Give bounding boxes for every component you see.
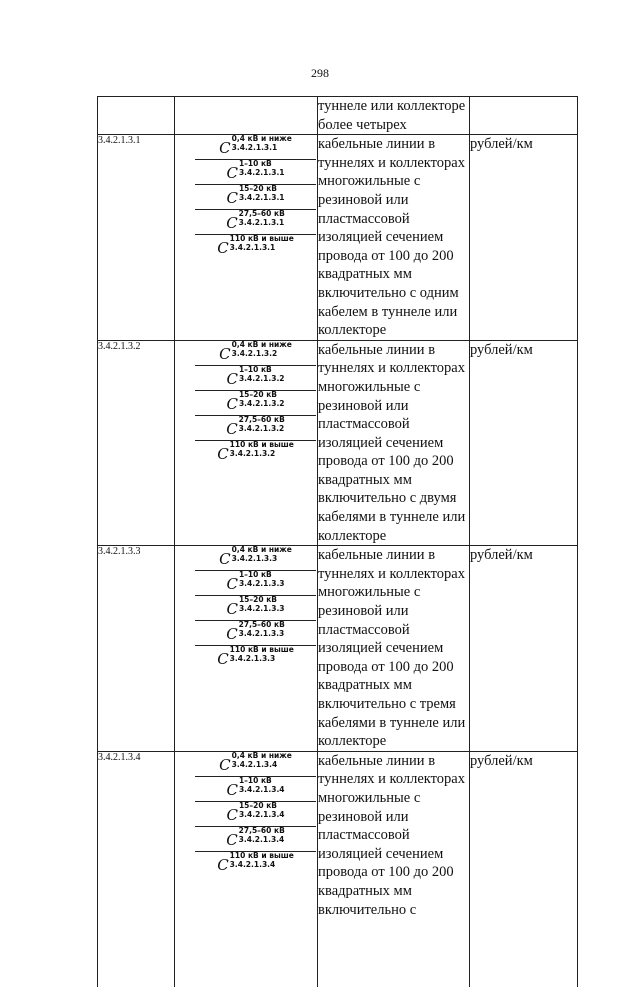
voltage-level: 27,5–60 кВ [238,620,285,630]
symbol-scripts [239,210,285,227]
symbol-index: 3.4.2.1.3.4 [238,834,285,844]
rate-symbol [195,341,316,366]
symbol-scripts [239,596,285,613]
symbol-index: 3.4.2.1.3.2 [238,373,285,383]
symbol-letter: C [226,780,238,799]
symbol-index: 3.4.2.1.3.1 [231,143,278,153]
symbol-list [195,341,316,466]
rate-symbol [195,777,316,802]
symbol-scripts [232,135,292,152]
symbol-cell [175,97,318,135]
unit-cell: рублей/км [470,546,578,752]
description-cell: кабельные линии в туннелях и коллекторах многожильные с резиновой или пластмассовой изоляцией сечением провода от 100 до 200 квадратных мм включительно с [318,751,470,987]
rate-symbol [195,416,316,441]
symbol-index: 3.4.2.1.3.1 [238,218,285,228]
symbol-list [195,546,316,671]
voltage-level: 27,5–60 кВ [238,209,285,219]
rate-symbol [195,752,316,777]
code-cell: 3.4.2.1.3.2 [98,340,175,546]
rate-symbol [195,852,316,877]
symbol-scripts [232,341,292,358]
unit-cell [470,97,578,135]
symbol-letter: C [217,239,229,258]
description-cell: кабельные линии в туннелях и коллекторах многожильные с резиновой или пластмассовой изоляцией сечением провода от 100 до 200 квадратных мм включительно с одним кабелем в туннеле или коллекторе [318,135,470,341]
voltage-level: 15–20 кВ [238,595,277,605]
voltage-level: 110 кВ и выше [229,439,294,449]
symbol-scripts [239,160,285,177]
rate-symbol [195,827,316,852]
unit-cell: рублей/км [470,135,578,341]
code-cell: 3.4.2.1.3.3 [98,546,175,752]
symbol-scripts [232,752,292,769]
symbol-index: 3.4.2.1.3.2 [238,398,285,408]
rate-symbol [195,546,316,571]
symbol-letter: C [226,164,238,183]
symbol-letter: C [219,344,231,363]
symbol-cell [175,546,318,752]
unit-cell: рублей/км [470,340,578,546]
voltage-level: 1–10 кВ [238,570,272,580]
voltage-level: 110 кВ и выше [229,850,294,860]
symbol-letter: C [219,550,231,569]
symbol-index: 3.4.2.1.3.3 [238,604,285,614]
symbol-letter: C [226,394,238,413]
voltage-level: 1–10 кВ [238,775,272,785]
voltage-level: 0,4 кВ и ниже [231,134,292,144]
symbol-scripts [230,441,294,458]
symbol-index: 3.4.2.1.3.4 [238,784,285,794]
symbol-index: 3.4.2.1.3.4 [229,859,276,869]
table-row-continuation [98,97,578,135]
voltage-level: 27,5–60 кВ [238,825,285,835]
voltage-level: 15–20 кВ [238,184,277,194]
symbol-letter: C [226,625,238,644]
symbol-cell [175,751,318,987]
voltage-level: 110 кВ и выше [229,645,294,655]
symbol-scripts [230,852,294,869]
rate-symbol [195,135,316,160]
symbol-index: 3.4.2.1.3.1 [229,243,276,253]
symbol-letter: C [217,650,229,669]
rate-symbol [195,366,316,391]
voltage-level: 110 кВ и выше [229,234,294,244]
table-row [98,751,578,987]
rate-symbol [195,235,316,260]
symbol-index: 3.4.2.1.3.1 [238,193,285,203]
rate-symbol [195,646,316,671]
tariff-table [97,96,578,987]
voltage-level: 1–10 кВ [238,364,272,374]
symbol-letter: C [226,575,238,594]
voltage-level: 0,4 кВ и ниже [231,750,292,760]
rate-symbol [195,621,316,646]
rate-symbol [195,210,316,235]
symbol-letter: C [226,189,238,208]
rate-symbol [195,185,316,210]
symbol-scripts [239,185,285,202]
rate-symbol [195,571,316,596]
symbol-scripts [239,777,285,794]
symbol-letter: C [219,755,231,774]
description-cell: кабельные линии в туннелях и коллекторах многожильные с резиновой или пластмассовой изоляцией сечением провода от 100 до 200 квадратных мм включительно с тремя кабелями в туннеле или коллекторе [318,546,470,752]
voltage-level: 0,4 кВ и ниже [231,339,292,349]
rate-symbol [195,596,316,621]
symbol-scripts [230,235,294,252]
code-cell: 3.4.2.1.3.4 [98,751,175,987]
symbol-index: 3.4.2.1.3.2 [238,423,285,433]
symbol-index: 3.4.2.1.3.1 [238,168,285,178]
rate-symbol [195,160,316,185]
page-number: 298 [311,66,329,80]
symbol-letter: C [226,600,238,619]
symbol-letter: C [217,444,229,463]
unit-cell: рублей/км [470,751,578,987]
table-row [98,546,578,752]
voltage-level: 27,5–60 кВ [238,414,285,424]
rate-symbol [195,802,316,827]
code-cell [98,97,175,135]
symbol-scripts [239,366,285,383]
symbol-index: 3.4.2.1.3.3 [229,654,276,664]
symbol-letter: C [226,830,238,849]
symbol-letter: C [226,805,238,824]
description-cell: кабельные линии в туннелях и коллекторах многожильные с резиновой или пластмассовой изоляцией сечением провода от 100 до 200 квадратных мм включительно с двумя кабелями в туннеле или коллекторе [318,340,470,546]
symbol-letter: C [226,214,238,233]
code-cell: 3.4.2.1.3.1 [98,135,175,341]
voltage-level: 15–20 кВ [238,389,277,399]
symbol-scripts [239,416,285,433]
symbol-letter: C [217,855,229,874]
voltage-level: 15–20 кВ [238,800,277,810]
symbol-scripts [239,802,285,819]
symbol-index: 3.4.2.1.3.3 [231,554,278,564]
voltage-level: 1–10 кВ [238,159,272,169]
symbol-list [195,135,316,260]
symbol-index: 3.4.2.1.3.4 [238,809,285,819]
rate-symbol [195,391,316,416]
symbol-index: 3.4.2.1.3.3 [238,629,285,639]
symbol-scripts [239,827,285,844]
symbol-index: 3.4.2.1.3.4 [231,759,278,769]
symbol-scripts [239,621,285,638]
symbol-scripts [232,546,292,563]
symbol-letter: C [226,419,238,438]
symbol-cell [175,340,318,546]
symbol-index: 3.4.2.1.3.3 [238,579,285,589]
symbol-scripts [230,646,294,663]
symbol-scripts [239,391,285,408]
symbol-scripts [239,571,285,588]
symbol-index: 3.4.2.1.3.2 [229,448,276,458]
symbol-list [195,752,316,877]
symbol-cell [175,135,318,341]
table-row [98,135,578,341]
table-row [98,340,578,546]
rate-symbol [195,441,316,466]
symbol-index: 3.4.2.1.3.2 [231,348,278,358]
voltage-level: 0,4 кВ и ниже [231,545,292,555]
symbol-letter: C [226,369,238,388]
symbol-letter: C [219,139,231,158]
description-cell: туннеле или коллекторе более четырех [318,97,470,135]
